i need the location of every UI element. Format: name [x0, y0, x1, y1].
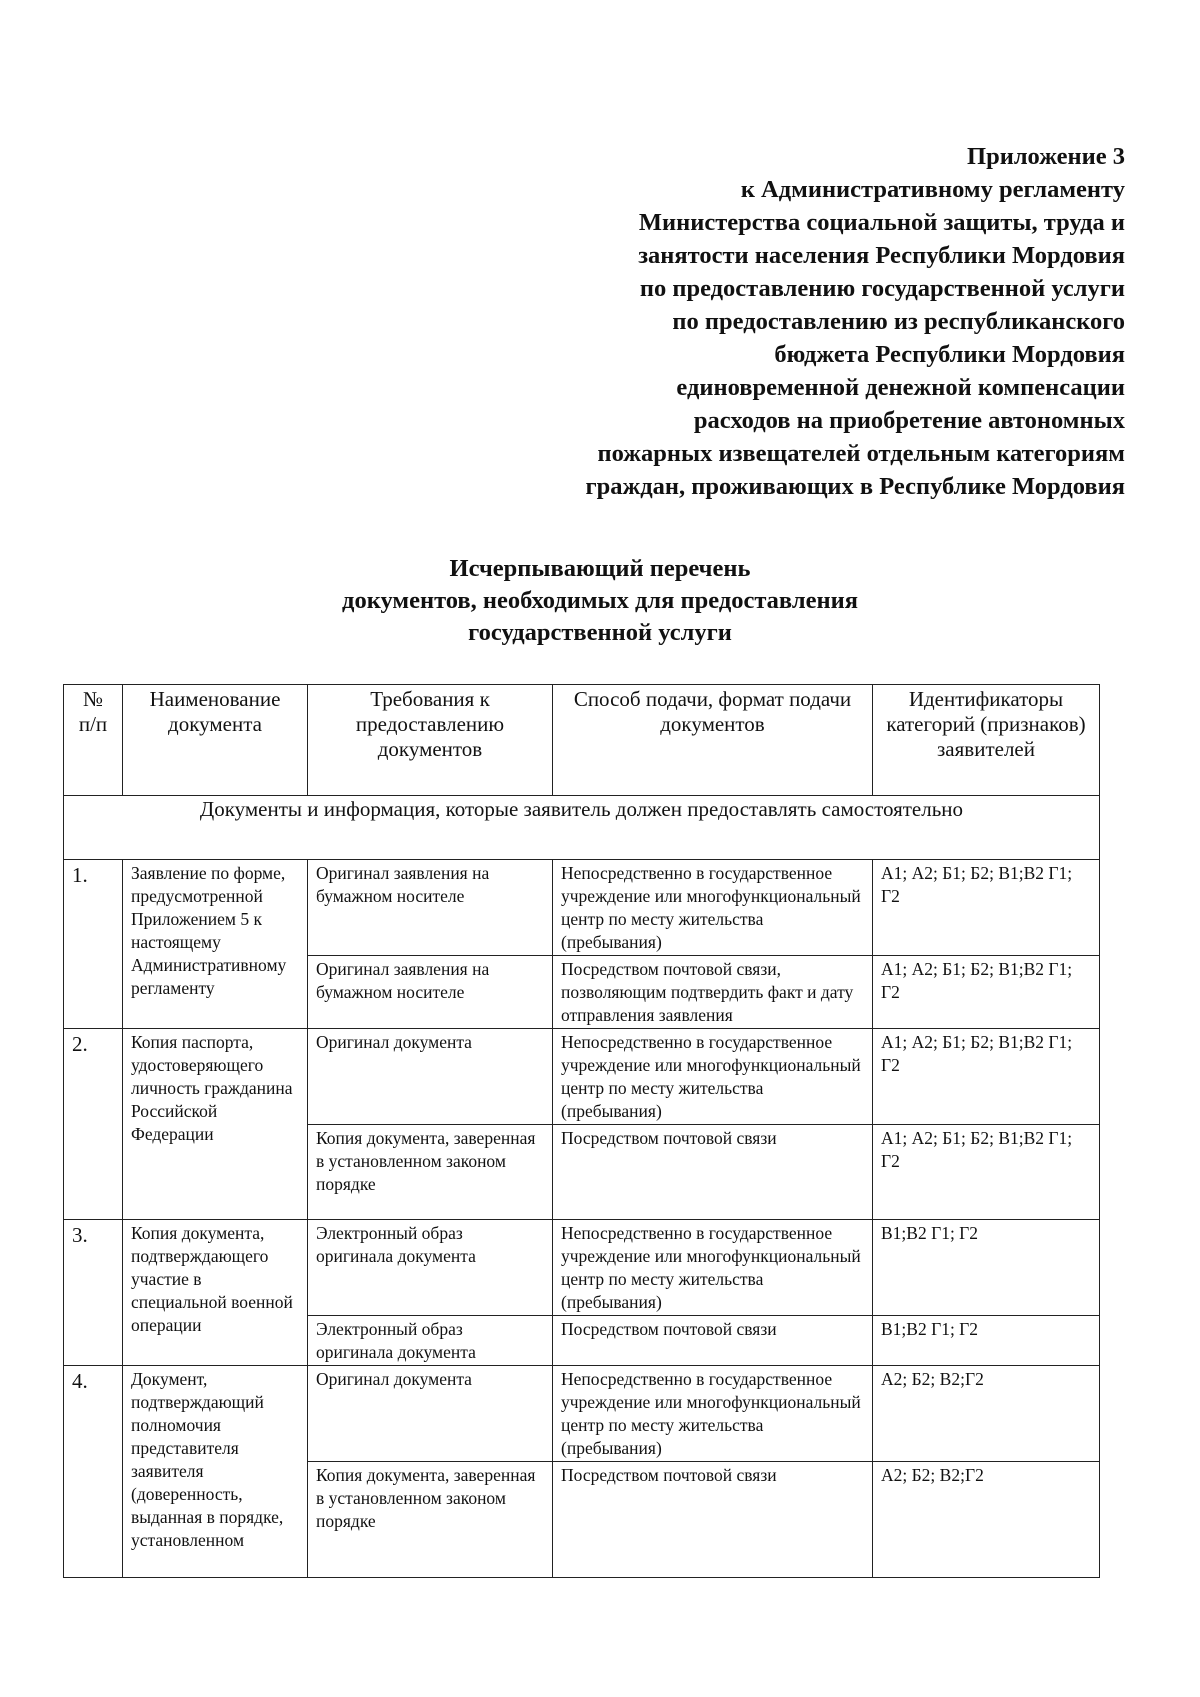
row-requirement: Электронный образ оригинала документа: [308, 1220, 553, 1316]
appendix-line: по предоставлению из республиканского: [672, 308, 1125, 335]
appendix-line: расходов на приобретение автономных: [693, 407, 1125, 434]
table-row: [64, 1366, 1100, 1462]
row-num: 3.: [64, 1220, 123, 1366]
row-ids: А1; А2; Б1; Б2; В1;В2 Г1; Г2: [873, 1125, 1100, 1220]
row-method: Посредством почтовой связи: [553, 1462, 873, 1578]
appendix-line: Министерства социальной защиты, труда и: [638, 209, 1125, 236]
row-ids: А1; А2; Б1; Б2; В1;В2 Г1; Г2: [873, 1029, 1100, 1125]
row-requirement: Электронный образ оригинала документа: [308, 1316, 553, 1366]
row-requirement: Оригинал заявления на бумажном носителе: [308, 860, 553, 956]
appendix-header: [425, 140, 1125, 503]
header-requirements: Требования к предоставлению документов: [308, 685, 553, 796]
appendix-line: граждан, проживающих в Республике Мордовия: [585, 473, 1125, 500]
header-method: Способ подачи, формат подачи документов: [553, 685, 873, 796]
row-ids: А1; А2; Б1; Б2; В1;В2 Г1; Г2: [873, 860, 1100, 956]
row-method: Непосредственно в государственное учреждение или многофункциональный центр по месту жительства (пребывания): [553, 1029, 873, 1125]
document-title: [0, 553, 1200, 649]
header-name: Наименование документа: [123, 685, 308, 796]
row-doc-name: Копия паспорта, удостоверяющего личность гражданина Российской Федерации: [123, 1029, 308, 1220]
section-title: Документы и информация, которые заявитель должен предоставлять самостоятельно: [64, 796, 1100, 860]
row-requirement: Оригинал документа: [308, 1029, 553, 1125]
row-requirement: Копия документа, заверенная в установленном законом порядке: [308, 1462, 553, 1578]
row-requirement: Копия документа, заверенная в установленном законом порядке: [308, 1125, 553, 1220]
row-num: 1.: [64, 860, 123, 1029]
row-requirement: Оригинал заявления на бумажном носителе: [308, 956, 553, 1029]
table-row: [64, 860, 1100, 956]
row-doc-name: Заявление по форме, предусмотренной Приложением 5 к настоящему Административному регламенту: [123, 860, 308, 1029]
appendix-line: Приложение 3: [967, 143, 1125, 170]
appendix-line: занятости населения Республики Мордовия: [638, 242, 1125, 269]
title-line: Исчерпывающий перечень: [449, 555, 751, 582]
row-method: Непосредственно в государственное учреждение или многофункциональный центр по месту жительства (пребывания): [553, 860, 873, 956]
row-ids: А2; Б2; В2;Г2: [873, 1366, 1100, 1462]
row-requirement: Оригинал документа: [308, 1366, 553, 1462]
header-num: № п/п: [64, 685, 123, 796]
row-method: Посредством почтовой связи: [553, 1125, 873, 1220]
appendix-line: бюджета Республики Мордовия: [774, 341, 1125, 368]
table-header-row: [64, 685, 1100, 796]
title-line: государственной услуги: [468, 619, 732, 646]
row-ids: В1;В2 Г1; Г2: [873, 1220, 1100, 1316]
row-num: 2.: [64, 1029, 123, 1220]
appendix-line: пожарных извещателей отдельным категориям: [597, 440, 1125, 467]
title-line: документов, необходимых для предоставления: [342, 587, 858, 614]
row-method: Непосредственно в государственное учреждение или многофункциональный центр по месту жительства (пребывания): [553, 1220, 873, 1316]
section-row: [64, 796, 1100, 860]
documents-table: [63, 684, 1100, 1578]
appendix-line: по предоставлению государственной услуги: [639, 275, 1125, 302]
row-method: Посредством почтовой связи, позволяющим подтвердить факт и дату отправления заявления: [553, 956, 873, 1029]
row-num: 4.: [64, 1366, 123, 1578]
row-ids: А2; Б2; В2;Г2: [873, 1462, 1100, 1578]
table-row: [64, 1029, 1100, 1125]
row-doc-name: Документ, подтверждающий полномочия представителя заявителя (доверенность, выданная в порядке, установленном: [123, 1366, 308, 1578]
appendix-line: единовременной денежной компенсации: [676, 374, 1125, 401]
row-method: Непосредственно в государственное учреждение или многофункциональный центр по месту жительства (пребывания): [553, 1366, 873, 1462]
row-method: Посредством почтовой связи: [553, 1316, 873, 1366]
table-row: [64, 1220, 1100, 1316]
row-ids: В1;В2 Г1; Г2: [873, 1316, 1100, 1366]
header-ids: Идентификаторы категорий (признаков) заявителей: [873, 685, 1100, 796]
row-doc-name: Копия документа, подтверждающего участие в специальной военной операции: [123, 1220, 308, 1366]
appendix-line: к Административному регламенту: [740, 176, 1125, 203]
row-ids: А1; А2; Б1; Б2; В1;В2 Г1; Г2: [873, 956, 1100, 1029]
